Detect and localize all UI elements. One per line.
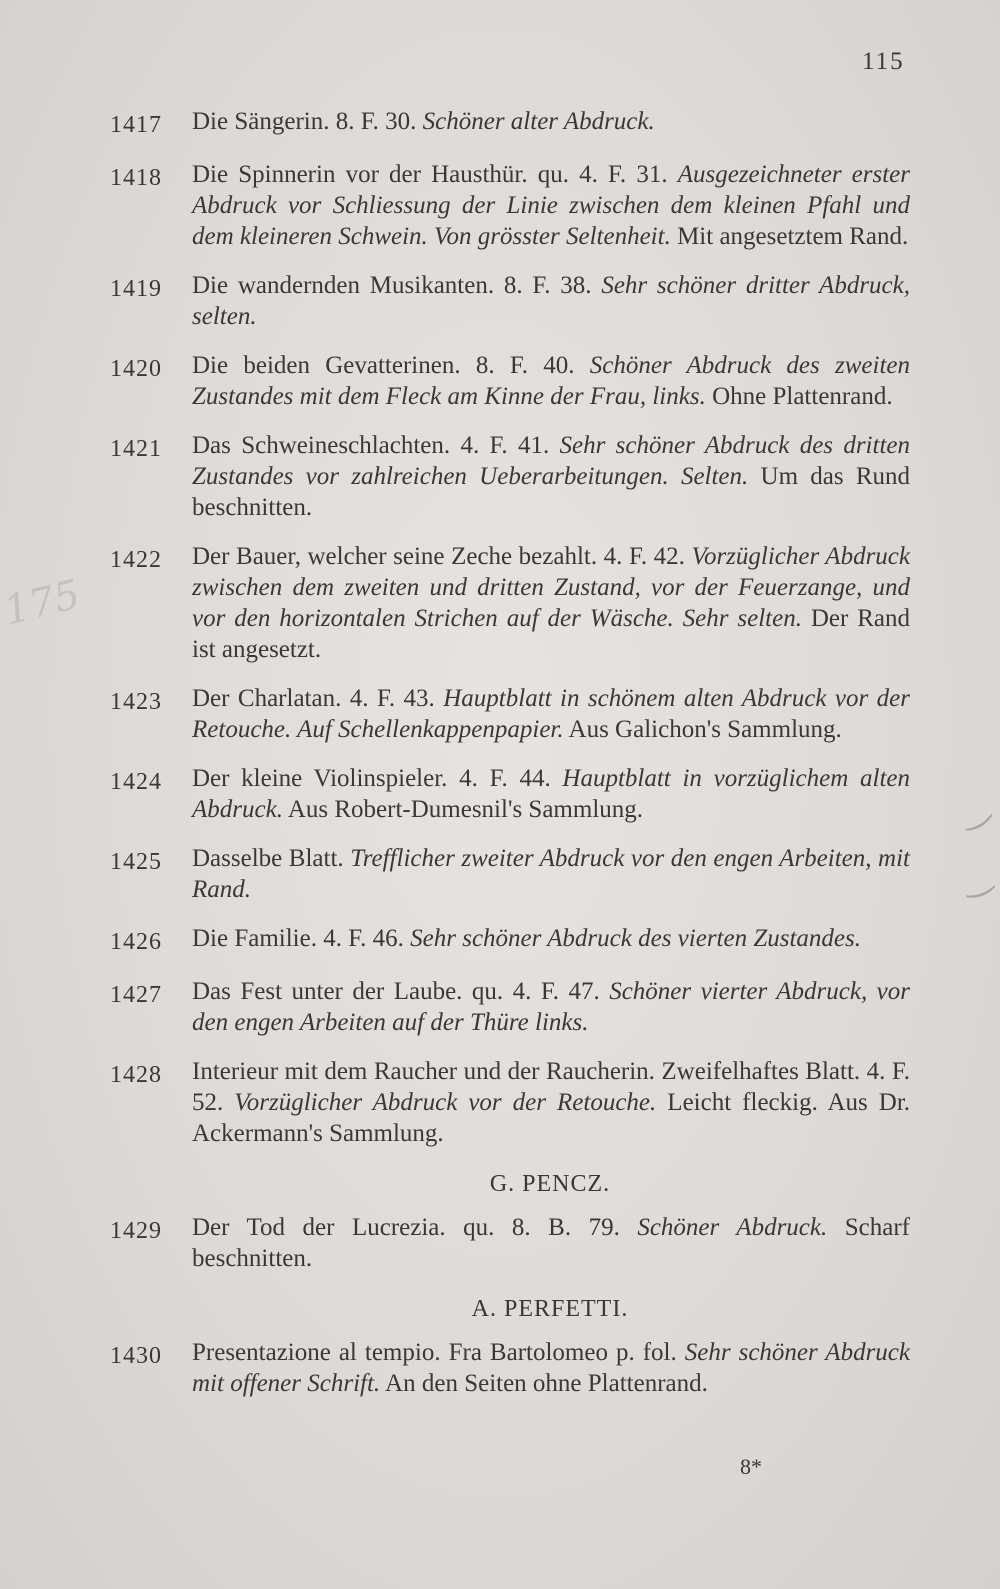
lot-number: 1423 [110,689,162,715]
description-text: Der Tod der Lucrezia. qu. 8. B. 79. [192,1214,638,1241]
catalog-entry [110,159,910,252]
catalog-entry [110,106,910,141]
description-text: Interieur mit dem Raucher und der Raucherin. Zweifelhaftes Blatt. 4. F. 52. [192,1058,910,1116]
catalog-entries [110,106,910,1417]
description-text: Die Sängerin. 8. F. 30. [192,108,423,135]
lot-description [192,270,910,332]
lot-description [192,1337,910,1399]
catalog-entry [110,843,910,905]
sheet-signature: 8* [740,1454,762,1479]
catalog-entry [110,1337,910,1399]
description-text: Um das Rund beschnitten. [192,463,911,521]
description-text: Die Spinnerin vor der Hausthür. qu. 4. F. 31. [192,161,678,188]
catalog-entry [110,976,910,1038]
description-text: Der Charlatan. 4. F. 43. [192,685,444,712]
section-heading-perfetti: A. PERFETTI. [471,1296,629,1322]
lot-description [192,683,910,745]
description-text: Aus Robert-Dumesnil's Sammlung. [282,796,644,823]
lot-number: 1430 [110,1343,162,1369]
description-text: Dasselbe Blatt. [192,845,351,872]
page-number: 115 [862,48,905,75]
description-italic-text: Sehr schöner Abdruck mit offener Schrift. [192,1339,911,1397]
catalog-entry [110,270,910,332]
perfetti-entry-list [110,1337,910,1399]
description-italic-text: Sehr schöner Abdruck des dritten Zustandes vor zahlreichen Ueberarbeitungen. Selten. [192,432,910,490]
description-text: Die wandernden Musikanten. 8. F. 38. [192,272,602,299]
lot-number: 1425 [110,849,162,875]
lot-number: 1426 [110,929,162,955]
lot-description [192,1056,910,1149]
description-italic-text: Hauptblatt in schönem alten Abdruck vor der Retouche. Auf Schellenkappenpapier. [192,685,911,743]
lot-number: 1427 [110,982,162,1008]
description-text: Ohne Plattenrand. [705,383,893,410]
lot-number: 1417 [110,112,162,138]
description-italic-text: Schöner alter Abdruck. [422,108,655,135]
lot-number: 1420 [110,356,162,382]
description-text: Das Fest unter der Laube. qu. 4. F. 47. [192,978,610,1005]
main-entry-list [110,106,910,1149]
lot-description [192,763,910,825]
description-text: Aus Galichon's Sammlung. [563,716,842,743]
lot-number: 1418 [110,165,162,191]
section-heading-pencz: G. PENCZ. [489,1171,611,1197]
lot-description [192,106,910,137]
lot-number: 1419 [110,276,162,302]
catalog-entry [110,1056,910,1149]
description-italic-text: Schöner Abdruck. [637,1214,828,1241]
lot-description [192,923,910,954]
catalog-entry [110,541,910,665]
description-text: Die Familie. 4. F. 46. [192,925,411,952]
catalog-entry [110,683,910,745]
lot-description [192,430,910,523]
lot-description [192,350,910,412]
description-italic-text: Trefflicher zweiter Abdruck vor den engen Arbeiten, mit Rand. [192,845,910,903]
description-text: Die beiden Gevatterinen. 8. F. 40. [192,352,590,379]
lot-number: 1422 [110,547,162,573]
description-italic-text: Hauptblatt in vorzüglichem alten Abdruck. [192,765,910,823]
description-italic-text: Vorzüglicher Abdruck vor der Retouche. [234,1089,657,1116]
description-italic-text: Ausgezeichneter erster Abdruck vor Schliessung der Linie zwischen dem kleinen Pfahl und dem kleineren Schwein. Von grösster Seltenheit. [192,161,911,250]
pencil-tick-mark: ‿ [955,854,996,902]
lot-description [192,1212,910,1274]
description-italic-text: Schöner vierter Abdruck, vor den engen Arbeiten auf der Thüre links. [192,978,910,1036]
lot-description [192,159,910,252]
description-text: Mit angesetztem Rand. [670,223,909,250]
description-italic-text: Vorzüglicher Abdruck zwischen dem zweiten und dritten Zustand, vor der Feuerzange, und vor den horizontalen Strichen auf der Wäsche. Sehr selten. [192,543,910,632]
description-italic-text: Schöner Abdruck des zweiten Zustandes mit dem Fleck am Kinne der Frau, links. [192,352,910,410]
lot-description [192,541,910,665]
catalog-entry [110,923,910,958]
description-text: An den Seiten ohne Plattenrand. [380,1370,708,1397]
description-text: Presentazione al tempio. Fra Bartolomeo p. fol. [192,1339,685,1366]
catalog-entry [110,350,910,412]
lot-description [192,976,910,1038]
description-text: Scharf beschnitten. [192,1214,910,1272]
catalog-entry [110,1212,910,1274]
description-italic-text: Sehr schöner dritter Abdruck, selten. [192,272,910,330]
description-text: Das Schweineschlachten. 4. F. 41. [192,432,560,459]
pencil-tick-mark: ‿ [949,785,994,835]
description-italic-text: Sehr schöner Abdruck des vierten Zustandes. [410,925,861,952]
lot-number: 1421 [110,436,162,462]
description-text: Leicht fleckig. Aus Dr. Ackermann's Sammlung. [192,1089,911,1147]
description-text: Der Rand ist angesetzt. [192,605,910,663]
description-text: Der kleine Violinspieler. 4. F. 44. [192,765,563,792]
pencz-entry-list [110,1212,910,1274]
handwritten-margin-note: 175 [0,571,85,635]
lot-number: 1428 [110,1062,162,1088]
description-text: Der Bauer, welcher seine Zeche bezahlt. 4. F. 42. [192,543,692,570]
lot-description [192,843,910,905]
lot-number: 1424 [110,769,162,795]
catalog-entry [110,430,910,523]
lot-number: 1429 [110,1218,162,1244]
catalog-entry [110,763,910,825]
